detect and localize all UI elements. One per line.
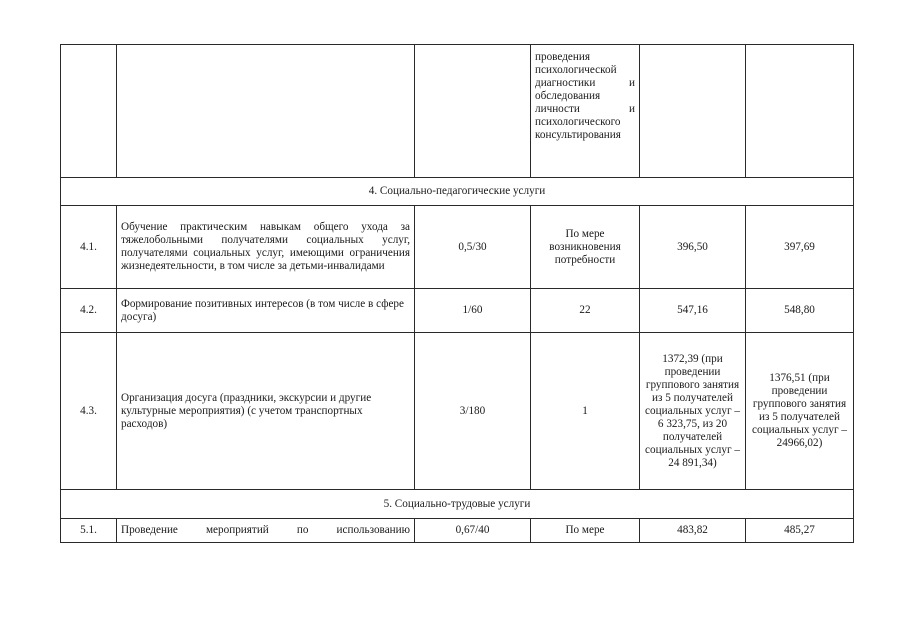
service-frequency: 1 [531,333,640,490]
service-price: 396,50 [640,206,746,289]
description-word: и [629,103,635,115]
service-price: 483,82 [640,519,746,543]
cell-description [531,45,640,178]
service-time: 0,67/40 [415,519,531,543]
section-title: 5. Социально-трудовые услуги [61,490,854,519]
section-heading-row [61,178,854,206]
description-line [535,116,635,129]
service-price-alt: 1376,51 (при проведении группового занятия из 5 получателей социальных услуг – 24966,02) [746,333,854,490]
cell-price1 [640,45,746,178]
table-row [61,519,854,543]
row-number: 4.1. [61,206,117,289]
description-word: личности [535,103,580,115]
description-line [535,129,635,142]
service-price-alt: 485,27 [746,519,854,543]
description-word: и [629,77,635,89]
service-price: 547,16 [640,289,746,333]
cell-price2 [746,45,854,178]
section-heading-row [61,490,854,519]
service-time: 1/60 [415,289,531,333]
cell-name [117,45,415,178]
description-word: проведения [535,51,590,63]
description-word: диагностики [535,77,596,89]
description-text [535,51,635,142]
service-name: Формирование позитивных интересов (в том числе в сфере досуга) [117,289,415,333]
service-name: Проведение мероприятий по использованию [117,519,415,543]
description-line [535,103,635,116]
table-row [61,333,854,490]
cell-num [61,45,117,178]
cell-time [415,45,531,178]
description-line [535,77,635,90]
service-price-alt: 397,69 [746,206,854,289]
service-name: Обучение практическим навыкам общего ухода за тяжелобольными получателями социальных услуг, получателями социальных услуг, имеющими ограничения жизнедеятельности, в том числе за детьми-инвалидами [117,206,415,289]
service-time: 0,5/30 [415,206,531,289]
description-word: психологической [535,64,617,76]
service-frequency: 22 [531,289,640,333]
service-frequency: По мере возникновения потребности [531,206,640,289]
description-word: обследования [535,90,601,102]
row-number: 4.3. [61,333,117,490]
section-title: 4. Социально-педагогические услуги [61,178,854,206]
service-frequency: По мере [531,519,640,543]
description-word: психологического [535,116,621,128]
row-number: 4.2. [61,289,117,333]
description-line [535,90,635,103]
table-row-continuation [61,45,854,178]
service-name: Организация досуга (праздники, экскурсии и другие культурные мероприятия) (с учетом транспортных расходов) [117,333,415,490]
service-price: 1372,39 (при проведении группового занятия из 5 получателей социальных услуг – 6 323,75, из 20 получателей социальных услуг – 24 891,34) [640,333,746,490]
service-time: 3/180 [415,333,531,490]
description-word: консультирования [535,129,621,141]
services-tariff-table [60,44,854,543]
table-row [61,289,854,333]
row-number: 5.1. [61,519,117,543]
description-line [535,64,635,77]
service-price-alt: 548,80 [746,289,854,333]
description-line [535,51,635,64]
table-row [61,206,854,289]
